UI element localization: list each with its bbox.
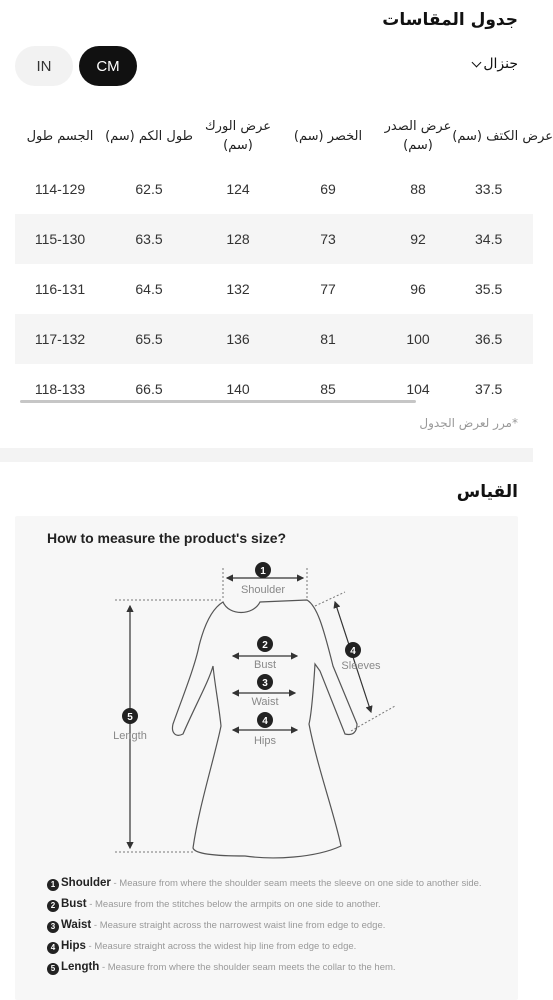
desc-term: Waist — [61, 919, 92, 931]
sleeves-label: Sleeves — [341, 660, 381, 672]
length-label: Length — [113, 730, 147, 742]
table-cell: 33.5 — [475, 181, 503, 197]
section-divider — [0, 448, 533, 462]
table-cell: 116-131 — [34, 281, 86, 297]
size-system-label: جنزال — [483, 56, 518, 72]
table-row — [15, 214, 533, 264]
desc-text: - Measure straight across the narrowest waist line from edge to edge. — [91, 920, 386, 931]
table-cell: 37.5 — [475, 381, 503, 397]
marker-bust-num: 2 — [262, 640, 268, 651]
desc-text: - Measure from where the shoulder seam meets the sleeve on one side to another side. — [110, 878, 482, 889]
dress-diagram — [95, 556, 435, 866]
desc-num: 2 — [47, 900, 59, 912]
chevron-down-icon — [472, 57, 482, 67]
desc-text: - Measure straight across the widest hip line from edge to edge. — [85, 941, 357, 952]
table-cell: 34.5 — [475, 231, 503, 247]
table-cell: 92 — [410, 231, 426, 247]
table-row — [15, 164, 533, 214]
table-cell: 35.5 — [475, 281, 503, 297]
desc-num: 4 — [47, 942, 59, 954]
desc-num: 5 — [47, 963, 59, 975]
table-cell: 140 — [226, 381, 250, 397]
marker-length-num: 5 — [127, 712, 133, 723]
sleeve-guide-bottom — [351, 706, 395, 731]
desc-num: 3 — [47, 921, 59, 933]
table-cell: 104 — [406, 381, 430, 397]
marker-bust — [257, 636, 273, 652]
header-hip-width: عرض الورك (سم) — [204, 119, 272, 153]
table-row — [15, 314, 533, 364]
desc-shoulder — [47, 876, 507, 891]
desc-waist — [47, 918, 507, 933]
bust-label: Bust — [253, 659, 277, 671]
desc-num: 1 — [47, 879, 59, 891]
table-cell: 65.5 — [135, 331, 163, 347]
measure-heading: How to measure the product's size? — [47, 530, 287, 546]
table-cell: 136 — [226, 331, 250, 347]
size-table[interactable] — [15, 108, 553, 414]
size-chart-title: جدول المقاسات — [382, 10, 518, 30]
desc-term: Bust — [61, 898, 87, 910]
desc-term: Length — [61, 961, 100, 973]
marker-hips-num: 4 — [262, 716, 268, 727]
desc-term: Hips — [61, 940, 86, 952]
table-cell: 63.5 — [135, 231, 163, 247]
desc-bust — [47, 897, 507, 912]
desc-length — [47, 960, 507, 975]
marker-waist-num: 3 — [262, 678, 268, 689]
measure-guide-card — [15, 516, 518, 1000]
table-cell: 88 — [410, 181, 426, 197]
marker-sleeves-num: 4 — [350, 646, 356, 657]
table-cell: 62.5 — [135, 181, 163, 197]
marker-length — [122, 708, 138, 724]
scroll-hint: *مرر لعرض الجدول — [419, 416, 518, 430]
header-waist: الخصر (سم) — [293, 128, 363, 144]
desc-text: - Measure from where the shoulder seam meets the collar to the hem. — [99, 962, 396, 973]
table-cell: 115-130 — [34, 231, 86, 247]
desc-text: - Measure from the stitches below the armpits on one side to another. — [86, 899, 381, 910]
table-cell: 64.5 — [135, 281, 163, 297]
unit-cm-button[interactable]: CM — [79, 46, 137, 86]
unit-in-button[interactable]: IN — [15, 46, 73, 86]
table-cell: 77 — [320, 281, 336, 297]
sleeve-guide-top — [315, 592, 345, 606]
measure-title: القياس — [456, 482, 518, 502]
marker-shoulder-num: 1 — [260, 566, 266, 577]
table-cell: 66.5 — [135, 381, 163, 397]
table-cell: 100 — [406, 331, 430, 347]
measure-descriptions — [47, 876, 507, 981]
table-scrollbar[interactable] — [20, 400, 416, 403]
table-header — [15, 108, 553, 164]
desc-term: Shoulder — [61, 877, 111, 889]
table-cell: 132 — [226, 281, 250, 297]
waist-label: Waist — [251, 696, 279, 708]
header-sleeve-length: طول الكم (سم) — [105, 128, 193, 144]
table-cell: 128 — [226, 231, 250, 247]
desc-hips — [47, 939, 507, 954]
marker-hips — [257, 712, 273, 728]
table-cell: 117-132 — [34, 331, 86, 347]
table-cell: 69 — [320, 181, 336, 197]
marker-shoulder — [255, 562, 271, 578]
hips-label: Hips — [253, 735, 277, 747]
table-cell: 96 — [410, 281, 426, 297]
header-bust-width: عرض الصدر (سم) — [384, 119, 452, 153]
table-cell: 85 — [320, 381, 336, 397]
table-cell: 36.5 — [475, 331, 503, 347]
table-cell: 81 — [320, 331, 336, 347]
size-system-dropdown[interactable] — [473, 56, 518, 72]
marker-sleeves — [345, 642, 361, 658]
unit-toggle — [15, 46, 137, 86]
table-row — [15, 264, 533, 314]
table-cell: 124 — [226, 181, 250, 197]
table-cell: 114-129 — [34, 181, 86, 197]
shoulder-label: Shoulder — [240, 584, 286, 596]
header-shoulder-width: عرض الكتف (سم) — [452, 128, 553, 144]
marker-waist — [257, 674, 273, 690]
table-cell: 73 — [320, 231, 336, 247]
table-cell: 118-133 — [34, 381, 86, 397]
header-body-length: الجسم طول — [26, 128, 94, 144]
table-row — [15, 364, 533, 414]
